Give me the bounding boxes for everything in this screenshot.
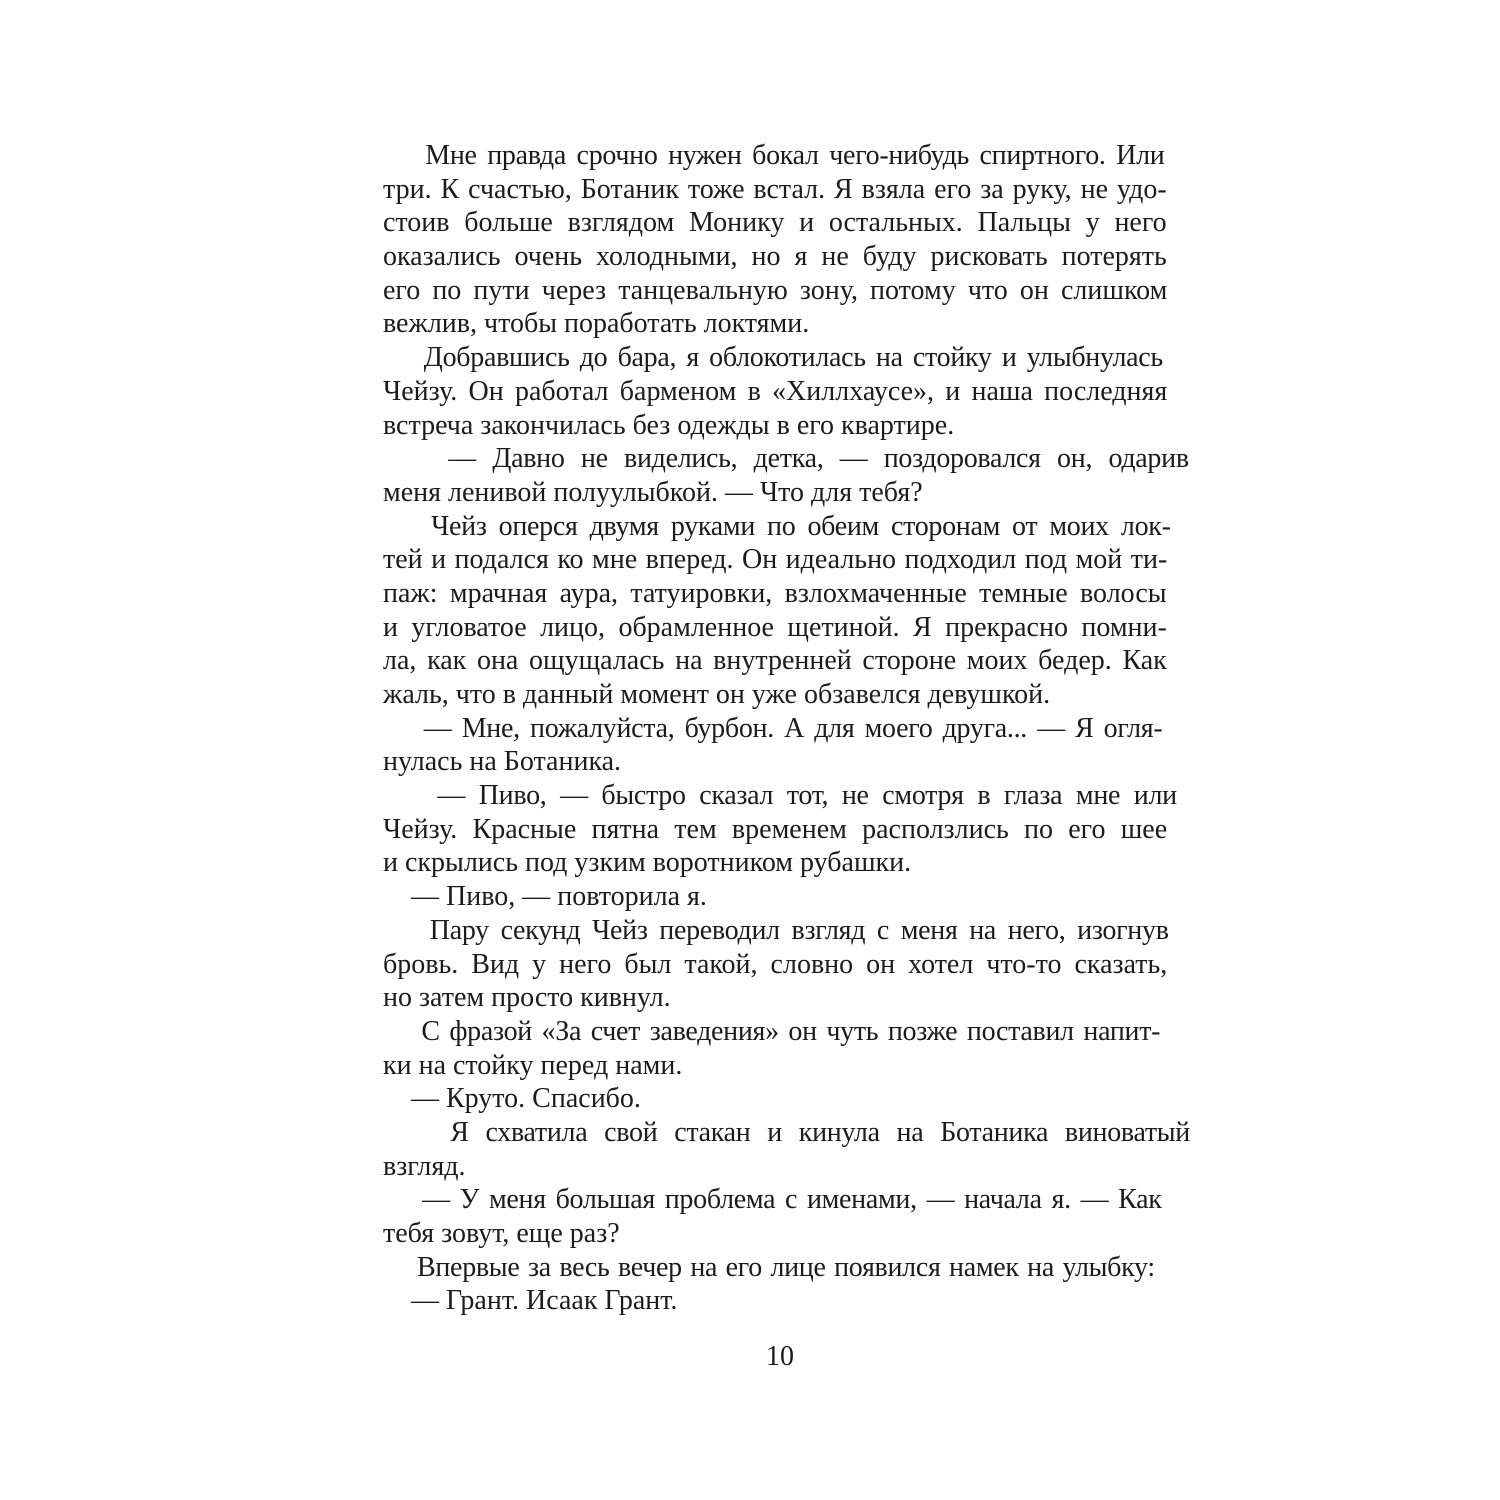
text-line: его по пути через танцевальную зону, потому что он слишком [383,274,1168,306]
text-line: С фразой «За счет заведения» он чуть позже поставил напит- [383,1015,1161,1047]
text-line: встреча закончилась без одежды в его квартире. [383,409,955,441]
text-line: Мне правда срочно нужен бокал чего-нибудь спиртного. Или [383,140,1165,171]
text-line: Чейз оперся двумя руками по обеим сторонам от моих лок- [383,510,1171,542]
text-line: ла, как она ощущалась на внутренней стороне моих бедер. Как [383,645,1167,677]
text-line: Пару секунд Чейз переводил взгляд с меня на него, изогнув [383,914,1169,946]
text-line: — Пиво, — быстро сказал тот, не смотря в глаза мне или [383,780,1177,812]
text-line: Чейзу. Он работал барменом в «Хиллхаусе», и наша последняя [383,375,1168,407]
text-line: вежлив, чтобы поработать локтями. [383,308,810,340]
text-line: — Грант. Исаак Грант. [383,1285,678,1317]
text-line: паж: мрачная аура, татуировки, взлохмаченные темные волосы [383,577,1167,609]
text-line: тебя зовут, еще раз? [383,1218,620,1249]
text-line: но затем просто кивнул. [383,982,671,1014]
text-line: Впервые за весь вечер на его лице появился намек на улыбку: [383,1251,1155,1283]
text-line: и скрылись под узким воротником рубашки. [383,847,912,879]
text-line: три. К счастью, Ботаник тоже встал. Я взяла его за руку, не удо- [383,173,1167,205]
text-line: — У меня большая проблема с именами, — начала я. — Как [383,1184,1162,1216]
text-line: меня ленивой полуулыбкой. — Что для тебя? [383,476,923,508]
text-line: Чейзу. Красные пятна тем временем расползлись по его шее [383,813,1168,845]
text-line: бровь. Вид у него был такой, словно он хотел что-то сказать, [383,948,1168,980]
text-line: тей и подался ко мне вперед. Он идеально подходил под мой ти- [383,544,1168,576]
text-line: — Круто. Спасибо. [383,1083,641,1115]
text-line: жаль, что в данный момент он уже обзавелся девушкой. [383,679,1051,710]
text-line: Я схватила свой стакан и кинула на Ботаника виноватый [383,1116,1190,1148]
text-line: — Давно не виделись, детка, — поздоровался он, одарив [383,443,1189,475]
text-line: взгляд. [383,1150,466,1182]
text-line: Добравшись до бара, я облокотилась на стойку и улыбнулась [383,342,1163,374]
text-line: ки на стойку перед нами. [383,1049,683,1081]
page-number: 10 [766,1341,794,1372]
text-line: нулась на Ботаника. [383,746,622,778]
text-line: и угловатое лицо, обрамленное щетиной. Я прекрасно помни- [383,611,1167,643]
text-line: стоив больше взглядом Монику и остальных. Пальцы у него [383,207,1167,239]
text-line: оказались очень холодными, но я не буду рисковать потерять [383,241,1167,273]
body-text [383,139,1190,1318]
text-line: — Мне, пожалуйста, бурбон. А для моего друга... — Я огля- [383,712,1163,744]
text-line: — Пиво, — повторила я. [383,881,707,913]
